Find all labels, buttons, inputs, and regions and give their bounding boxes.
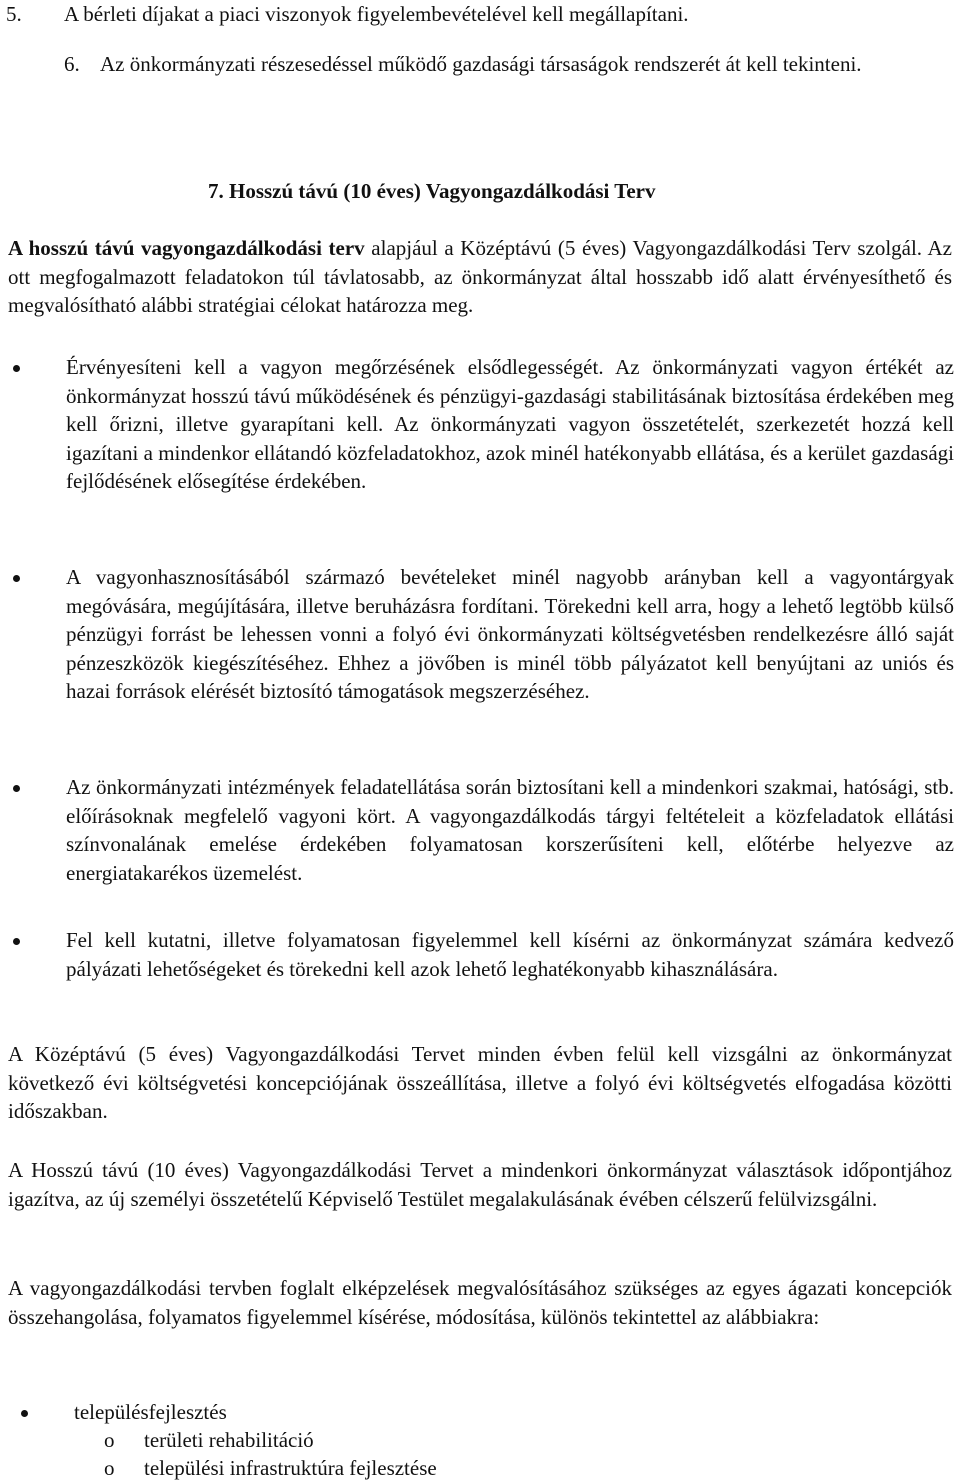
bullet-item — [8, 353, 954, 496]
item-text: Az önkormányzati részesedéssel működő gazdasági társaságok rendszerét át kell tekinteni. — [100, 52, 862, 76]
bullet-text: Érvényesíteni kell a vagyon megőrzésének elsődlegességét. Az önkormányzati vagyon értékét az önkormányzat hosszú távú működésének és pénzügyi-gazdasági stabilitásának biztosítása érdekében meg kell őrizni, illetve gyarapítani kell. Az önkormányzati vagyon összetételét, szerkezetét hozzá kell igazítani a mindenkor ellátandó közfeladatokhoz, azok minél hatékonyabb ellátása, és a kerület gazdasági fejlődésének elősegítése érdekében. — [66, 355, 954, 493]
item-text: A bérleti díjakat a piaci viszonyok figyelembevételével kell megállapítani. — [64, 2, 689, 26]
circle-bullet-icon: o — [104, 1456, 115, 1480]
bullet-icon — [13, 785, 20, 792]
list-item-6 — [8, 50, 952, 79]
bullet-icon — [13, 938, 20, 945]
bullet-text: A vagyonhasznosításából származó bevételeket minél nagyobb arányban kell a vagyontárgyak megóvására, megújítására, illetve beruházásra fordítani. Törekedni kell arra, hogy a lehető legtöbb külső pénzügyi forrást be lehessen vonni a folyó évi önkormányzati költségvetésben rendelkezésre álló saját pénzeszközök kiegészítéséhez. Ehhez a jövőben is minél több pályázatot kell benyújtani az uniós és hazai források elérését biztosító támogatások megszerzéséhez. — [66, 565, 954, 703]
bullet-item — [8, 563, 954, 706]
bullet-item — [8, 926, 954, 983]
bullet-item — [8, 773, 954, 887]
intro-rest: alapjául a Középtávú (5 éves) Vagyongazdálkodási Terv szolgál. Az ott megfogalmazott feladatokon túl távlatosabb, az önkormányzat által hosszabb idő alatt érvényesíthető és megvalósítható alábbi stratégiai célokat határozza meg. — [8, 236, 952, 317]
intro-bold: A hosszú távú vagyongazdálkodási terv — [8, 236, 365, 260]
bullet-text: Az önkormányzati intézmények feladatellátása során biztosítani kell a mindenkori szakmai, hatósági, stb. előírásoknak megfelelő vagyoni kört. A vagyongazdálkodás tárgyi feltételeit a közfeladatok ellátási színvonalának emelése érdekében folyamatosan korszerűsíteni kell, előtérbe helyezve az energiatakarékos üzemelést. — [66, 775, 954, 885]
bullet-icon — [13, 365, 20, 372]
item-number: 5. — [6, 2, 22, 26]
body-paragraph: A vagyongazdálkodási tervben foglalt elképzelések megvalósításához szükséges az egyes ágazati koncepciók összehangolása, folyamatos figyelemmel kísérése, módosítása, különös tekintettel az alábbiakra: — [8, 1276, 952, 1329]
section-heading — [208, 177, 655, 206]
section-number: 7. — [208, 179, 224, 203]
bullet-text: Fel kell kutatni, illetve folyamatosan figyelemmel kell kísérni az önkormányzat számára kedvező pályázati lehetőségeket és törekedni kell azok lehető leghatékonyabb kihasználására. — [66, 928, 954, 981]
item-text-wrapper — [8, 50, 952, 79]
sub-topic-text: területi rehabilitáció — [144, 1428, 314, 1452]
topic-item — [8, 1398, 952, 1427]
intro-paragraph — [8, 234, 952, 320]
item-number: 6. — [64, 52, 80, 76]
section-title: Hosszú távú (10 éves) Vagyongazdálkodási Terv — [229, 179, 656, 203]
sub-topic-item — [104, 1454, 437, 1483]
body-paragraph: A Hosszú távú (10 éves) Vagyongazdálkodási Tervet a mindenkori önkormányzat választások időpontjához igazítva, az új személyi összetételű Képviselő Testület megalakulásának évében célszerű felülvizsgálni. — [8, 1158, 952, 1211]
sub-topic-item — [104, 1426, 314, 1455]
bullet-icon — [13, 575, 20, 582]
sub-topic-text: települési infrastruktúra fejlesztése — [144, 1456, 437, 1480]
topic-text: településfejlesztés — [74, 1400, 227, 1424]
body-paragraph: A Középtávú (5 éves) Vagyongazdálkodási Tervet minden évben felül kell vizsgálni az önkormányzat következő évi költségvetési koncepciójának összeállítása, illetve a folyó évi költségvetés elfogadása közötti időszakban. — [8, 1042, 952, 1123]
list-item-5 — [6, 0, 952, 29]
bullet-icon — [21, 1410, 28, 1417]
circle-bullet-icon: o — [104, 1428, 115, 1452]
